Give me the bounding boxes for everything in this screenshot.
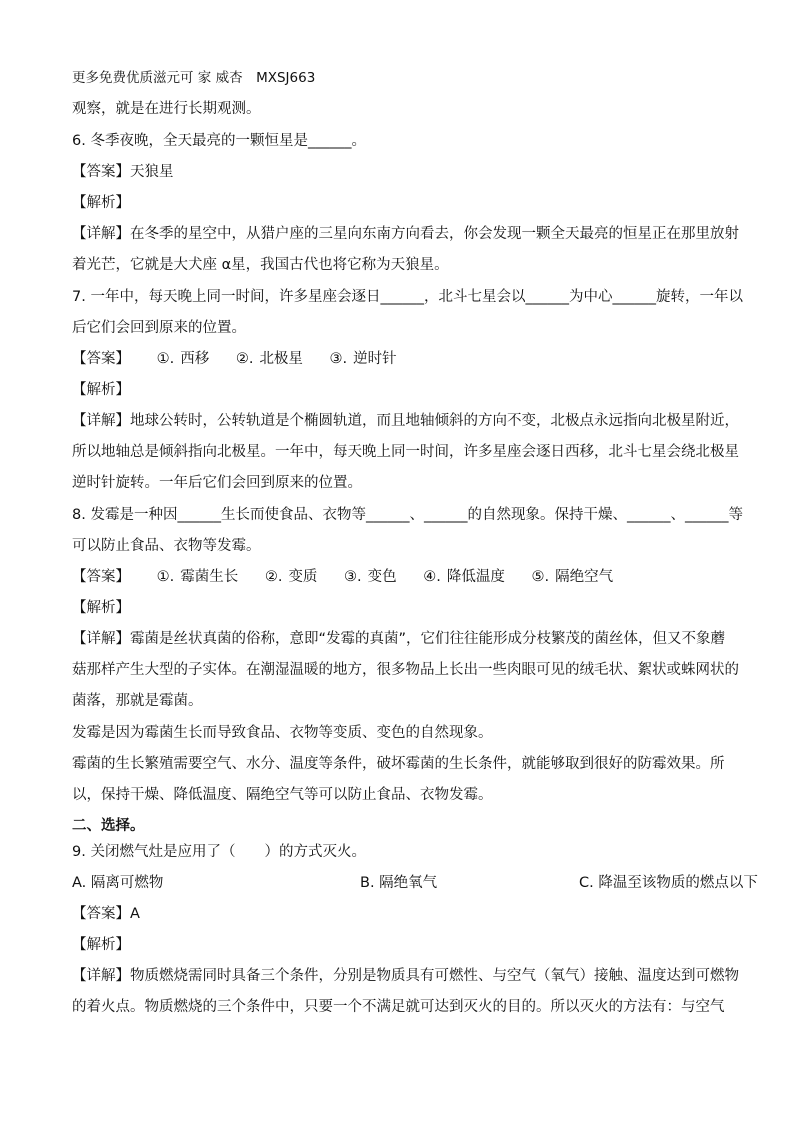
answer-tag: 【答案】 bbox=[72, 906, 130, 922]
header-watermark: 更多免费优质滋元可 家 威杏 MXSJ663 bbox=[72, 70, 316, 86]
q6-analysis-tag: 【解析】 bbox=[72, 195, 130, 211]
q6-question: 6. 冬季夜晚，全天最亮的一颗恒星是______。 bbox=[72, 133, 366, 149]
q7-detail-text1: 地球公转时，公转轨道是个椭圆轨道，而且地轴倾斜的方向不变，北极点永远指向北极星附近， bbox=[130, 413, 739, 429]
answer-tag: 【答案】 bbox=[72, 569, 130, 585]
q7-analysis-tag: 【解析】 bbox=[72, 382, 130, 398]
q8-question-line1: 8. 发霉是一种因______生长而使食品、衣物等______、______的自然现象。保持干燥、______、______等 bbox=[72, 507, 743, 523]
detail-tag: 【详解】 bbox=[72, 968, 130, 984]
q6-detail-line2: 着光芒，它就是大犬座 α星，我国古代也将它称为天狼星。 bbox=[72, 257, 449, 273]
q7-answer-1: ①. 西移 bbox=[156, 351, 210, 367]
q8-detail-line1 bbox=[72, 629, 725, 649]
q9-answer: A bbox=[130, 906, 140, 922]
q8-para3-line2: 以，保持干燥、降低温度、隔绝空气等可以防止食品、衣物发霉。 bbox=[72, 787, 493, 803]
answer-tag: 【答案】 bbox=[72, 164, 130, 180]
detail-tag: 【详解】 bbox=[72, 226, 130, 242]
q7-detail-line3: 逆时针旋转。一年后它们会回到原来的位置。 bbox=[72, 475, 362, 491]
q8-answer-5: ⑤. 隔绝空气 bbox=[531, 569, 614, 585]
q8-detail-text1: 霉菌是丝状真菌的俗称，意即“发霉的真菌”，它们往往能形成分枝繁茂的菌丝体，但又不象蘑 bbox=[130, 631, 726, 647]
q7-detail-line1 bbox=[72, 411, 739, 431]
q9-option-a: A. 隔离可燃物 bbox=[72, 875, 164, 891]
q8-analysis-tag: 【解析】 bbox=[72, 600, 130, 616]
q7-question-line1: 7. 一年中，每天晚上同一时间，许多星座会逐日______，北斗七星会以______为中心______旋转，一年以 bbox=[72, 289, 743, 305]
q9-detail-line2: 的着火点。物质燃烧的三个条件中，只要一个不满足就可达到灭火的目的。所以灭火的方法有：与空气 bbox=[72, 999, 725, 1015]
q9-option-b: B. 隔绝氧气 bbox=[360, 875, 438, 891]
detail-tag: 【详解】 bbox=[72, 413, 130, 429]
q8-answer-2: ②. 变质 bbox=[264, 569, 318, 585]
q6-detail-line1 bbox=[72, 224, 739, 244]
q9-question: 9. 关闭燃气灶是应用了（ ）的方式灭火。 bbox=[72, 844, 366, 860]
q8-detail-line3: 菌落，那就是霉菌。 bbox=[72, 693, 203, 709]
q8-answer-1: ①. 霉菌生长 bbox=[156, 569, 239, 585]
q8-answer-4: ④. 降低温度 bbox=[423, 569, 505, 585]
answer-tag: 【答案】 bbox=[72, 351, 130, 367]
q9-option-c: C. 降温至该物质的燃点以下 bbox=[579, 875, 758, 891]
q7-answer-2: ②. 北极星 bbox=[235, 351, 303, 367]
detail-tag: 【详解】 bbox=[72, 631, 130, 647]
q8-answer-3: ③. 变色 bbox=[344, 569, 397, 585]
q9-detail-line1 bbox=[72, 966, 739, 986]
q7-question-line2: 后它们会回到原来的位置。 bbox=[72, 320, 246, 336]
q7-detail-line2: 所以地轴总是倾斜指向北极星。一年中，每天晚上同一时间，许多星座会逐日西移，北斗七星会绕北极星 bbox=[72, 444, 739, 460]
q9-analysis-tag: 【解析】 bbox=[72, 937, 130, 953]
q8-question-line2: 可以防止食品、衣物等发霉。 bbox=[72, 538, 261, 554]
q8-para2: 发霉是因为霉菌生长而导致食品、衣物等变质、变色的自然现象。 bbox=[72, 725, 493, 741]
q8-answer-row bbox=[72, 567, 613, 587]
q7-answer-3: ③. 逆时针 bbox=[329, 351, 397, 367]
q9-answer-row bbox=[72, 904, 140, 924]
q7-answer-row bbox=[72, 349, 397, 369]
q5-tail-text: 观察，就是在进行长期观测。 bbox=[72, 101, 261, 117]
q6-answer-row bbox=[72, 162, 174, 182]
q6-answer: 天狼星 bbox=[130, 164, 174, 180]
section-title: 二、选择。 bbox=[72, 818, 145, 834]
q8-detail-line2: 菇那样产生大型的子实体。在潮湿温暖的地方，很多物品上长出一些肉眼可见的绒毛状、絮状或蛛网状的 bbox=[72, 662, 739, 678]
q9-options-row bbox=[72, 873, 758, 893]
q8-para3-line1: 霉菌的生长繁殖需要空气、水分、温度等条件，破坏霉菌的生长条件，就能够取到很好的防霉效果。所 bbox=[72, 756, 725, 772]
q6-detail-text1: 在冬季的星空中，从猎户座的三星向东南方向看去，你会发现一颗全天最亮的恒星正在那里放射 bbox=[130, 226, 739, 242]
q9-detail-text1: 物质燃烧需同时具备三个条件，分别是物质具有可燃性、与空气（氧气）接触、温度达到可燃物 bbox=[130, 968, 739, 984]
